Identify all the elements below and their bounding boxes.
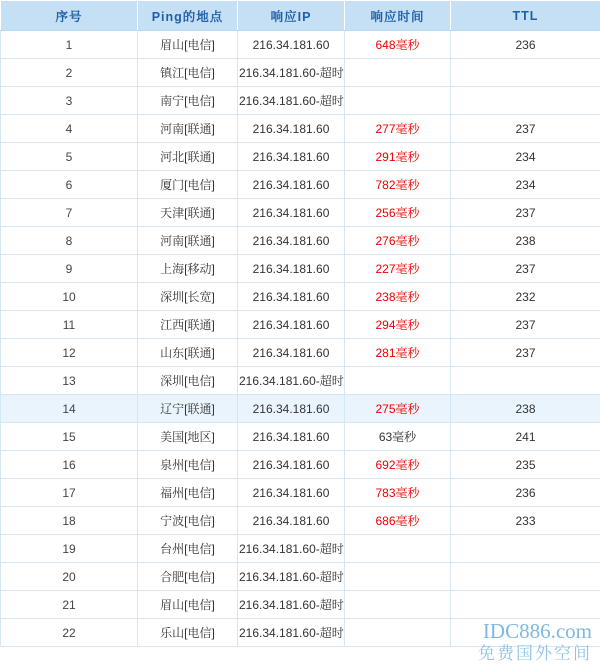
cell-ip: 216.34.181.60 bbox=[238, 143, 345, 171]
cell-ip: 216.34.181.60-超时 bbox=[238, 619, 345, 647]
cell-ip: 216.34.181.60 bbox=[238, 507, 345, 535]
cell-ip: 216.34.181.60 bbox=[238, 479, 345, 507]
cell-response-time: 276毫秒 bbox=[345, 227, 451, 255]
cell-ttl bbox=[451, 87, 600, 115]
cell-seq: 19 bbox=[1, 535, 138, 563]
cell-response-time bbox=[345, 367, 451, 395]
cell-ttl: 241 bbox=[451, 423, 600, 451]
table-row bbox=[1, 283, 600, 311]
cell-ttl: 237 bbox=[451, 311, 600, 339]
cell-ttl bbox=[451, 367, 600, 395]
cell-ttl: 234 bbox=[451, 171, 600, 199]
cell-ttl bbox=[451, 59, 600, 87]
cell-ttl: 233 bbox=[451, 507, 600, 535]
cell-location: 眉山[电信] bbox=[138, 591, 238, 619]
cell-location: 辽宁[联通] bbox=[138, 395, 238, 423]
cell-seq: 22 bbox=[1, 619, 138, 647]
cell-seq: 3 bbox=[1, 87, 138, 115]
table-row bbox=[1, 115, 600, 143]
watermark-subtitle: 免费国外空间 bbox=[478, 644, 592, 663]
cell-ttl: 237 bbox=[451, 115, 600, 143]
cell-seq: 16 bbox=[1, 451, 138, 479]
table-row bbox=[1, 199, 600, 227]
cell-seq: 21 bbox=[1, 591, 138, 619]
table-row bbox=[1, 395, 600, 423]
cell-response-time: 291毫秒 bbox=[345, 143, 451, 171]
cell-ip: 216.34.181.60 bbox=[238, 339, 345, 367]
cell-ttl: 237 bbox=[451, 255, 600, 283]
cell-ip: 216.34.181.60-超时 bbox=[238, 367, 345, 395]
table-row bbox=[1, 31, 600, 59]
column-header-location: Ping的地点 bbox=[138, 1, 238, 31]
table-row bbox=[1, 227, 600, 255]
column-header-ttl: TTL bbox=[451, 1, 600, 31]
cell-ttl: 235 bbox=[451, 451, 600, 479]
cell-response-time bbox=[345, 563, 451, 591]
cell-response-time: 256毫秒 bbox=[345, 199, 451, 227]
cell-ip: 216.34.181.60-超时 bbox=[238, 87, 345, 115]
table-row bbox=[1, 535, 600, 563]
cell-location: 眉山[电信] bbox=[138, 31, 238, 59]
cell-location: 深圳[长宽] bbox=[138, 283, 238, 311]
cell-seq: 18 bbox=[1, 507, 138, 535]
cell-seq: 13 bbox=[1, 367, 138, 395]
cell-seq: 5 bbox=[1, 143, 138, 171]
cell-location: 乐山[电信] bbox=[138, 619, 238, 647]
cell-location: 深圳[电信] bbox=[138, 367, 238, 395]
cell-ip: 216.34.181.60 bbox=[238, 255, 345, 283]
table-row bbox=[1, 479, 600, 507]
table-row bbox=[1, 339, 600, 367]
cell-location: 宁波[电信] bbox=[138, 507, 238, 535]
cell-ip: 216.34.181.60 bbox=[238, 227, 345, 255]
cell-location: 福州[电信] bbox=[138, 479, 238, 507]
table-row bbox=[1, 507, 600, 535]
table-row bbox=[1, 367, 600, 395]
table-row bbox=[1, 591, 600, 619]
cell-ip: 216.34.181.60 bbox=[238, 31, 345, 59]
cell-ip: 216.34.181.60 bbox=[238, 283, 345, 311]
cell-location: 泉州[电信] bbox=[138, 451, 238, 479]
cell-ttl: 237 bbox=[451, 339, 600, 367]
cell-location: 上海[移动] bbox=[138, 255, 238, 283]
cell-response-time: 227毫秒 bbox=[345, 255, 451, 283]
cell-response-time: 686毫秒 bbox=[345, 507, 451, 535]
cell-seq: 1 bbox=[1, 31, 138, 59]
cell-ip: 216.34.181.60 bbox=[238, 423, 345, 451]
cell-response-time: 63毫秒 bbox=[345, 423, 451, 451]
cell-ttl: 236 bbox=[451, 31, 600, 59]
cell-ttl: 236 bbox=[451, 479, 600, 507]
cell-seq: 15 bbox=[1, 423, 138, 451]
column-header-ip: 响应IP bbox=[238, 1, 345, 31]
watermark-site: IDC886.com bbox=[482, 619, 592, 643]
cell-response-time bbox=[345, 591, 451, 619]
cell-response-time bbox=[345, 619, 451, 647]
cell-ip: 216.34.181.60-超时 bbox=[238, 59, 345, 87]
column-header-response-time: 响应时间 bbox=[345, 1, 451, 31]
cell-location: 天津[联通] bbox=[138, 199, 238, 227]
cell-seq: 12 bbox=[1, 339, 138, 367]
cell-ip: 216.34.181.60 bbox=[238, 311, 345, 339]
cell-ttl: 232 bbox=[451, 283, 600, 311]
cell-response-time bbox=[345, 59, 451, 87]
cell-location: 河南[联通] bbox=[138, 115, 238, 143]
cell-location: 江西[联通] bbox=[138, 311, 238, 339]
cell-ip: 216.34.181.60 bbox=[238, 115, 345, 143]
cell-response-time: 238毫秒 bbox=[345, 283, 451, 311]
cell-response-time bbox=[345, 535, 451, 563]
cell-seq: 6 bbox=[1, 171, 138, 199]
cell-response-time: 783毫秒 bbox=[345, 479, 451, 507]
cell-ttl bbox=[451, 591, 600, 619]
cell-ip: 216.34.181.60-超时 bbox=[238, 563, 345, 591]
cell-ttl bbox=[451, 619, 600, 647]
cell-seq: 2 bbox=[1, 59, 138, 87]
table-body bbox=[1, 31, 600, 647]
table-row bbox=[1, 311, 600, 339]
cell-seq: 10 bbox=[1, 283, 138, 311]
table-header-row bbox=[1, 1, 600, 31]
cell-location: 南宁[电信] bbox=[138, 87, 238, 115]
cell-seq: 8 bbox=[1, 227, 138, 255]
cell-location: 山东[联通] bbox=[138, 339, 238, 367]
cell-location: 河南[联通] bbox=[138, 227, 238, 255]
cell-location: 美国[地区] bbox=[138, 423, 238, 451]
cell-ip: 216.34.181.60-超时 bbox=[238, 591, 345, 619]
cell-ttl bbox=[451, 535, 600, 563]
cell-seq: 4 bbox=[1, 115, 138, 143]
cell-ip: 216.34.181.60 bbox=[238, 451, 345, 479]
table-row bbox=[1, 255, 600, 283]
cell-ttl bbox=[451, 563, 600, 591]
cell-ttl: 238 bbox=[451, 227, 600, 255]
table-row bbox=[1, 87, 600, 115]
cell-location: 河北[联通] bbox=[138, 143, 238, 171]
cell-seq: 9 bbox=[1, 255, 138, 283]
cell-location: 台州[电信] bbox=[138, 535, 238, 563]
table-row bbox=[1, 423, 600, 451]
table-row bbox=[1, 451, 600, 479]
cell-response-time: 648毫秒 bbox=[345, 31, 451, 59]
cell-ttl: 238 bbox=[451, 395, 600, 423]
cell-ttl: 237 bbox=[451, 199, 600, 227]
cell-seq: 7 bbox=[1, 199, 138, 227]
cell-ip: 216.34.181.60-超时 bbox=[238, 535, 345, 563]
cell-seq: 11 bbox=[1, 311, 138, 339]
cell-location: 镇江[电信] bbox=[138, 59, 238, 87]
cell-response-time: 281毫秒 bbox=[345, 339, 451, 367]
cell-ip: 216.34.181.60 bbox=[238, 395, 345, 423]
cell-seq: 20 bbox=[1, 563, 138, 591]
cell-response-time: 277毫秒 bbox=[345, 115, 451, 143]
table-row bbox=[1, 171, 600, 199]
cell-response-time: 294毫秒 bbox=[345, 311, 451, 339]
cell-ttl: 234 bbox=[451, 143, 600, 171]
cell-ip: 216.34.181.60 bbox=[238, 171, 345, 199]
table-row bbox=[1, 619, 600, 647]
column-header-seq: 序号 bbox=[1, 1, 138, 31]
table-row bbox=[1, 563, 600, 591]
table-row bbox=[1, 143, 600, 171]
cell-location: 合肥[电信] bbox=[138, 563, 238, 591]
cell-ip: 216.34.181.60 bbox=[238, 199, 345, 227]
cell-seq: 17 bbox=[1, 479, 138, 507]
cell-seq: 14 bbox=[1, 395, 138, 423]
cell-location: 厦门[电信] bbox=[138, 171, 238, 199]
cell-response-time: 692毫秒 bbox=[345, 451, 451, 479]
table-row bbox=[1, 59, 600, 87]
cell-response-time: 275毫秒 bbox=[345, 395, 451, 423]
cell-response-time bbox=[345, 87, 451, 115]
cell-response-time: 782毫秒 bbox=[345, 171, 451, 199]
table-header bbox=[1, 1, 600, 31]
